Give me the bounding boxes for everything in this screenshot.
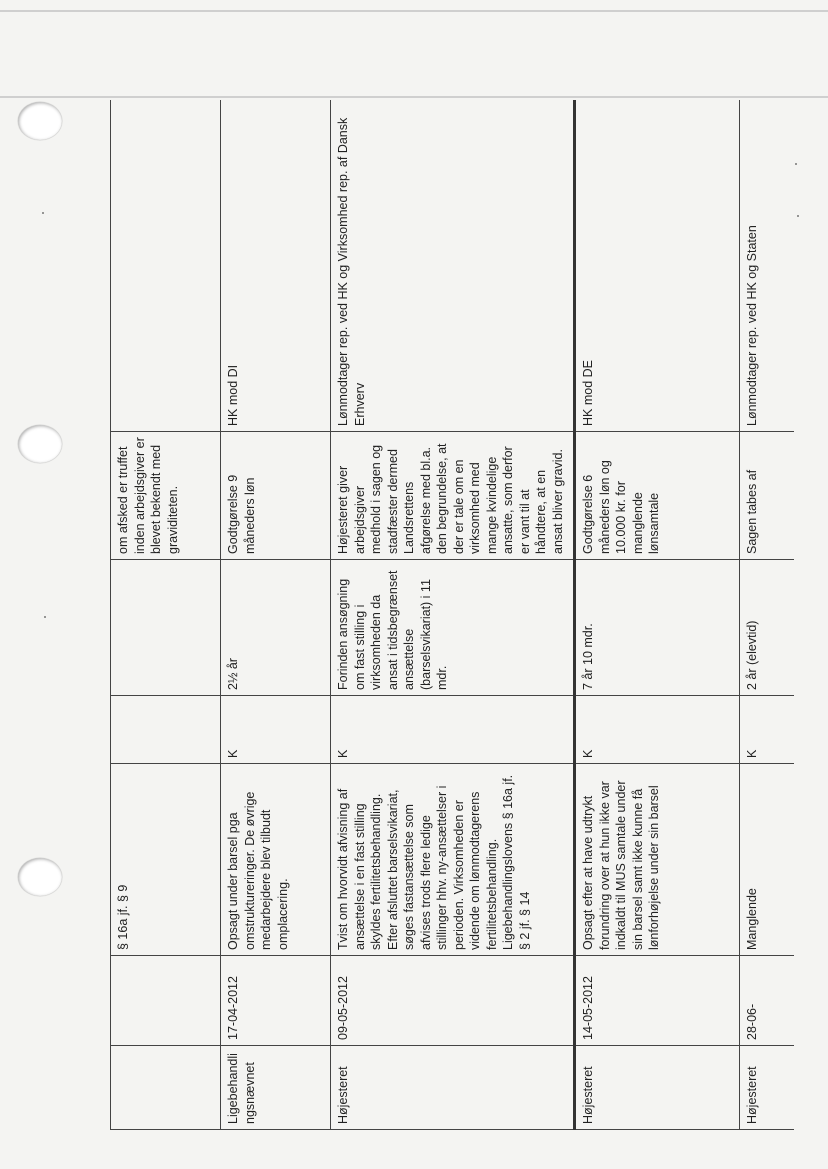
page-edge-line (0, 10, 828, 12)
cell-employment: 7 år 10 mdr. (575, 560, 740, 696)
cell-facts: Opsagt efter at have udtrykt forundring over at hun ikke var indkaldt til MUS samtale under sin barsel samt ikke kunne få lønforhøjelse under sin barsel (575, 764, 740, 956)
cell-parties: Lønmodtager rep. ved HK og Virksomhed rep. af Dansk Erhverv (331, 100, 575, 432)
punch-hole-bottom (18, 858, 62, 896)
cell-date: 28-06- (740, 956, 795, 1046)
cell-gender (111, 696, 221, 764)
cell-parties: HK mod DI (221, 100, 331, 432)
cell-outcome: Sagen tabes af (740, 432, 795, 560)
speck (795, 163, 797, 165)
cell-employment: Forinden ansøgning om fast stilling i virksomheden da ansat i tidsbegrænset ansættelse (barselsvikariat) i 11 mdr. (331, 560, 575, 696)
table-row (331, 100, 575, 1130)
speck (42, 212, 44, 214)
cell-employment: 2½ år (221, 560, 331, 696)
cell-outcome: Højesteret giver arbejdsgiver medhold i sagen og stadfæster dermed Landsrettens afgørelse med bl.a. den begrundelse, at der er tale om en virksomhed med mange kvindelige ansatte, som derfor er vant til at håndtere, at en ansat bliver gravid. (331, 432, 575, 560)
cell-gender: K (331, 696, 575, 764)
cell-facts: Tvist om hvorvidt afvisning af ansættelse i en fast stilling skyldes fertilitetsbehandling. Efter afsluttet barselsvikariat, søges fastansættelse som afvises trods flere ledige stillinger hhv. ny-ansættelser i perioden. Virksomheden er vidende om lønmodtagerens fertilitetsbehandling. Ligebehandlingslovens § 16a jf. § 2 jf. § 14 (331, 764, 575, 956)
speck (797, 215, 799, 217)
cell-gender: K (740, 696, 795, 764)
rotated-table-viewport (110, 100, 794, 1130)
cell-outcome: om afsked er truffet inden arbejdsgiver er blevet bekendt med graviditeten. (111, 432, 221, 560)
cell-court: Højesteret (740, 1046, 795, 1130)
cell-parties (111, 100, 221, 432)
rotated-table (110, 100, 794, 1130)
cell-court: Ligebehandlingsnævnet (221, 1046, 331, 1130)
cell-facts: § 16a jf. § 9 (111, 764, 221, 956)
cell-employment: 2 år (elevtid) (740, 560, 795, 696)
cell-date: 09-05-2012 (331, 956, 575, 1046)
cell-employment (111, 560, 221, 696)
cell-court: Højesteret (331, 1046, 575, 1130)
cell-outcome: Godtgørelse 9 måneders løn (221, 432, 331, 560)
cell-court: Højesteret (575, 1046, 740, 1130)
cell-gender: K (575, 696, 740, 764)
cell-date: 17-04-2012 (221, 956, 331, 1046)
punch-hole-middle (18, 425, 62, 463)
cell-date: 14-05-2012 (575, 956, 740, 1046)
page-fold-line (0, 96, 828, 98)
table-row (111, 100, 221, 1130)
cell-parties: Lønmodtager rep. ved HK og Staten (740, 100, 795, 432)
cell-gender: K (221, 696, 331, 764)
table-row (575, 100, 740, 1130)
cell-date (111, 956, 221, 1046)
cell-outcome: Godtgørelse 6 måneders løn og 10.000 kr. for manglende lønsamtale (575, 432, 740, 560)
table-row (740, 100, 795, 1130)
speck (44, 616, 46, 618)
cell-facts: Manglende (740, 764, 795, 956)
punch-hole-top (18, 102, 62, 140)
cell-parties: HK mod DE (575, 100, 740, 432)
table-row (221, 100, 331, 1130)
cell-court (111, 1046, 221, 1130)
cell-facts: Opsagt under barsel pga omstruktureringer. De øvrige medarbejdere blev tilbudt omplacering. (221, 764, 331, 956)
case-table (110, 100, 794, 1130)
